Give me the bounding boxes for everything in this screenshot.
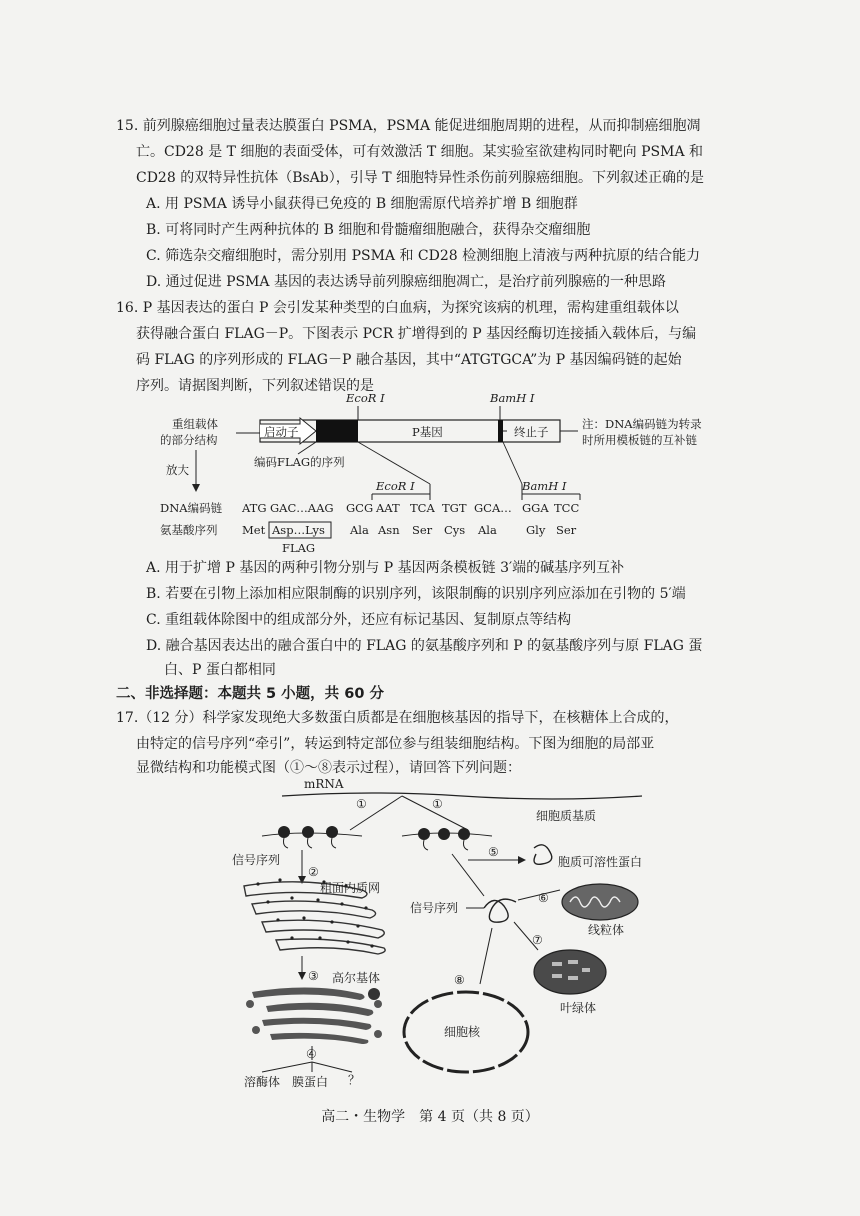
mitochondria-label: 线粒体 [588, 923, 625, 937]
q15-option-d: D. 通过促进 PSMA 基因的表达诱导前列腺癌细胞凋亡，是治疗前列腺癌的一种思路 [146, 274, 666, 290]
step-2: ② [308, 865, 319, 879]
codon-3: GCG [346, 501, 374, 515]
flag-seq-label: 编码FLAG的序列 [254, 455, 345, 469]
codon-1: ATG [242, 501, 267, 515]
q16-option-d-cont: 白、P 蛋白都相同 [164, 662, 276, 678]
amino-acid-2: Asp…Lys [272, 523, 325, 537]
amino-acid-6: Cys [444, 523, 466, 537]
q16-option-c: C. 重组载体除图中的组成部分外，还应有标记基因、复制原点等结构 [146, 612, 572, 628]
amino-acid-7: Ala [478, 523, 497, 537]
q16-option-a: A. 用于扩增 P 基因的两种引物分别与 P 基因两条模板链 3′端的碱基序列互补 [146, 560, 625, 576]
cytoplasm-label: 细胞质基质 [536, 809, 597, 823]
mrna-label: mRNA [304, 778, 344, 791]
q16-stem-line-4: 序列。请据图判断，下列叙述错误的是 [136, 378, 374, 394]
enlarge-label: 放大 [166, 463, 189, 477]
amino-acid-3: Ala [350, 523, 369, 537]
q16-option-b: B. 若要在引物上添加相应限制酶的识别序列，该限制酶的识别序列应添加在引物的 5′端 [146, 586, 686, 602]
step-7: ⑦ [532, 933, 543, 947]
dna-coding-strand-label: DNA编码链 [160, 501, 223, 515]
amino-acid-1: Met [242, 523, 266, 537]
bamhi-bottom-label: BamH Ⅰ [522, 479, 567, 493]
q15-stem-line-3: CD28 的双特异性抗体（BsAb），引导 T 细胞特异性杀伤前列腺癌细胞。下列叙述正确的是 [136, 170, 704, 186]
note-line-2: 时所用模板链的互补链 [582, 433, 697, 447]
step-5: ⑤ [488, 845, 499, 859]
bamhi-site-block [498, 420, 503, 442]
amino-acid-9: Ser [556, 523, 577, 537]
step-6: ⑥ [538, 891, 549, 905]
q17-stem-line-1: 17.（12 分）科学家发现绝大多数蛋白质都是在细胞核基因的指导下，在核糖体上合成的， [116, 710, 679, 726]
q15-stem-line-2: 亡。CD28 是 T 细胞的表面受体，可有效激活 T 细胞。某实验室欲建构同时靶向 PSMA 和 [136, 144, 704, 160]
ecori-bottom-label: EcoR Ⅰ [376, 479, 415, 493]
cell-protein-transport-diagram [222, 778, 662, 1092]
codon-5: TCA [410, 501, 435, 515]
codon-9: TCC [554, 501, 580, 515]
promoter-label: 启动子 [264, 425, 299, 439]
codon-6: TGT [442, 501, 467, 515]
amino-acid-5: Ser [412, 523, 433, 537]
q16-stem-line-2: 获得融合蛋白 FLAG－P。下图表示 PCR 扩增得到的 P 基因经酶切连接插入载体后，与编 [136, 326, 697, 342]
step-4: ④ [306, 1047, 317, 1061]
step-1a: ① [356, 797, 367, 811]
amino-acid-seq-label: 氨基酸序列 [160, 523, 218, 537]
nucleus-label: 细胞核 [444, 1025, 481, 1039]
amino-acid-4: Asn [378, 523, 400, 537]
q16-stem-line-3: 码 FLAG 的序列形成的 FLAG－P 融合基因，其中“ATGTGCA”为 P 基因编码链的起始 [136, 352, 682, 368]
ecori-top-label: EcoR Ⅰ [346, 391, 385, 405]
amino-acid-8: Gly [526, 523, 546, 537]
page-footer: 高二・生物学 第 4 页（共 8 页） [321, 1109, 539, 1125]
codon-4: AAT [376, 501, 400, 515]
codon-7: GCA… [474, 501, 512, 515]
flag-sequence-block [316, 420, 358, 442]
signal-seq-label-2: 信号序列 [410, 901, 459, 915]
membrane-protein-label: 膜蛋白 [292, 1075, 329, 1089]
q15-option-a: A. 用 PSMA 诱导小鼠获得已免疫的 B 细胞需原代培养扩增 B 细胞群 [146, 196, 578, 212]
q17-stem-line-2: 由特定的信号序列“牵引”，转运到特定部位参与组装细胞结构。下图为细胞的局部亚 [136, 736, 655, 752]
lysosome-label: 溶酶体 [244, 1075, 281, 1089]
terminator-label: 终止子 [514, 425, 549, 439]
question-mark-label: ？ [348, 1073, 361, 1087]
rough-er-label: 粗面内质网 [320, 881, 381, 895]
chloroplast-label: 叶绿体 [560, 1001, 597, 1015]
note-line-1: 注：DNA编码链为转录 [582, 417, 702, 431]
q16-option-d: D. 融合基因表达出的融合蛋白中的 FLAG 的氨基酸序列和 P 的氨基酸序列与原 FLAG 蛋 [146, 638, 703, 654]
q16-stem-line-1: 16. P 基因表达的蛋白 P 会引发某种类型的白血病，为探究该病的机理，需构建重组载体以 [116, 300, 679, 316]
section-heading: 二、非选择题：本题共 5 小题，共 60 分 [116, 686, 384, 702]
step-3: ③ [308, 969, 319, 983]
p-gene-label: P基因 [412, 425, 443, 439]
q17-stem-line-3: 显微结构和功能模式图（①～⑧表示过程），请回答下列问题： [136, 760, 521, 776]
recombinant-vector-diagram [150, 388, 710, 558]
bamhi-top-label: BamH Ⅰ [490, 391, 535, 405]
step-8: ⑧ [454, 973, 465, 987]
vector-label-2: 的部分结构 [160, 433, 218, 447]
q15-stem-line-1: 15. 前列腺癌细胞过量表达膜蛋白 PSMA，PSMA 能促进细胞周期的进程，从而抑制癌细胞凋 [116, 118, 701, 134]
flag-label: FLAG [282, 541, 316, 555]
codon-2: GAC…AAG [270, 501, 334, 515]
q15-option-b: B. 可将同时产生两种抗体的 B 细胞和骨髓瘤细胞融合，获得杂交瘤细胞 [146, 222, 591, 238]
signal-seq-label-1: 信号序列 [232, 853, 281, 867]
q15-option-c: C. 筛选杂交瘤细胞时，需分别用 PSMA 和 CD28 检测细胞上清液与两种抗原的结合能力 [146, 248, 701, 264]
vector-label-1: 重组载体 [172, 417, 218, 431]
golgi-label: 高尔基体 [332, 971, 381, 985]
codon-8: GGA [522, 501, 549, 515]
step-1b: ① [432, 797, 443, 811]
soluble-protein-label: 胞质可溶性蛋白 [558, 855, 643, 869]
